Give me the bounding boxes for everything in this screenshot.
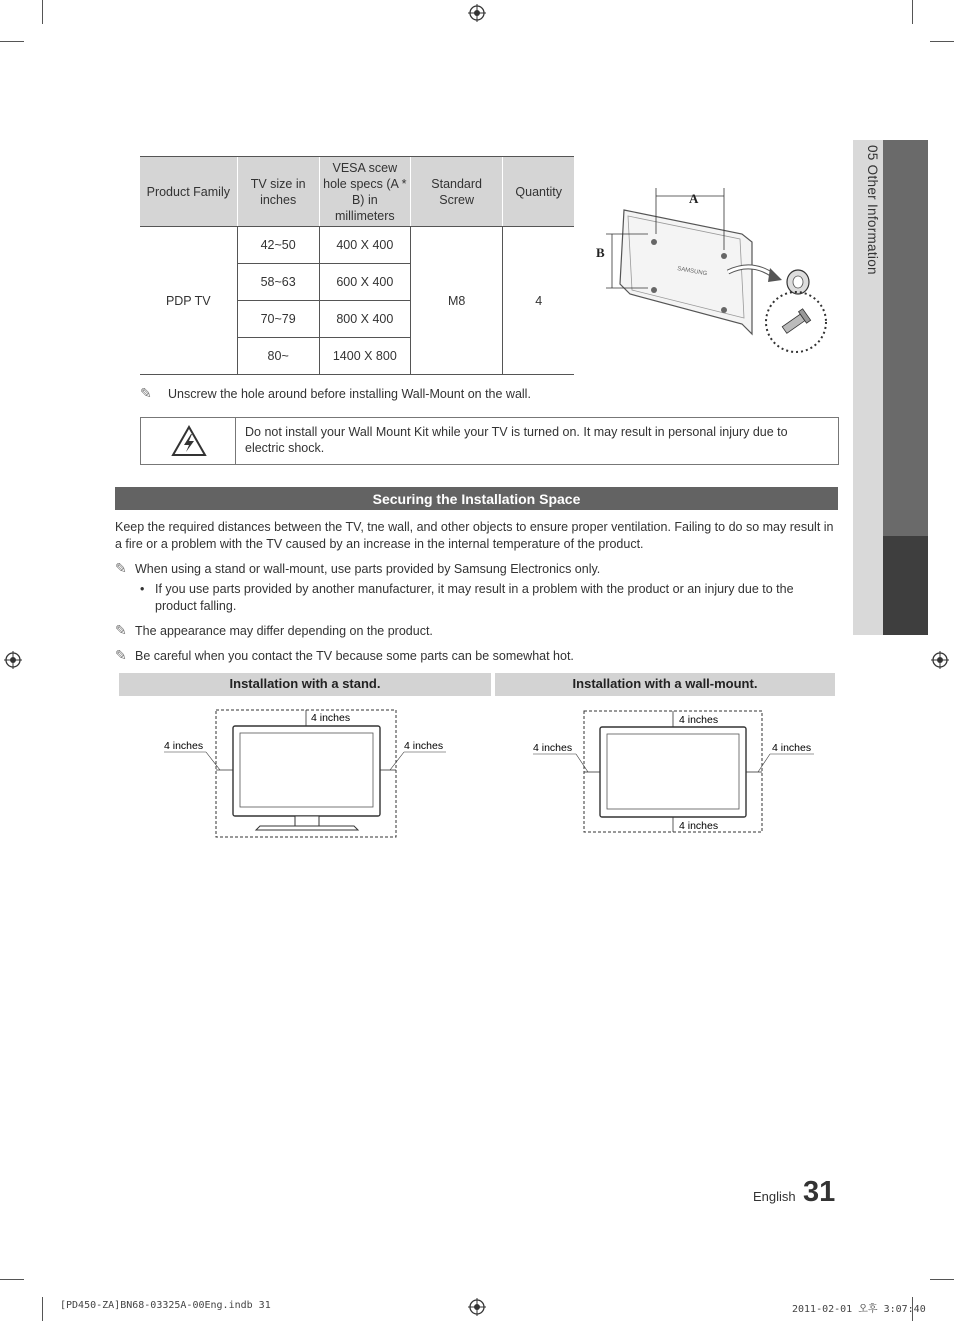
registration-mark-icon [468, 4, 486, 22]
table-row [140, 227, 574, 264]
column-header: Quantity [503, 157, 574, 227]
bullet-icon: • [140, 582, 145, 596]
note-text: Unscrew the hole around before installing Wall-Mount on the wall. [168, 387, 531, 401]
size-cell: 80~ [237, 338, 319, 375]
crop-mark [42, 0, 43, 24]
crop-mark [930, 41, 954, 42]
note-text: Be careful when you contact the TV because some parts can be somewhat hot. [135, 649, 574, 663]
tv-brand-label: SAMSUNG [676, 266, 708, 278]
note-appearance [115, 622, 835, 640]
dimension-label-a: A [689, 191, 699, 206]
footer-language: English [753, 1189, 796, 1204]
vesa-cell: 400 X 400 [319, 227, 410, 264]
note-text: The appearance may differ depending on the product. [135, 624, 433, 638]
screw-cell: M8 [410, 227, 502, 375]
warning-text: Do not install your Wall Mount Kit while your TV is turned on. It may result in personal injury due to electric shock. [245, 425, 788, 455]
electric-shock-warning-icon [171, 425, 207, 457]
warning-icon-cell [141, 418, 236, 464]
dimension-label-b: B [596, 245, 605, 260]
size-cell: 42~50 [237, 227, 319, 264]
stand-install-heading: Installation with a stand. [119, 673, 491, 696]
crop-mark [912, 0, 913, 24]
warning-box [140, 417, 839, 465]
crop-mark [42, 1297, 43, 1321]
pencil-note-icon: ✎ [115, 560, 127, 576]
crop-mark [0, 41, 24, 42]
column-header: VESA scew hole specs (A * B) in millimeters [319, 157, 410, 227]
side-tab-band-active [883, 536, 928, 635]
registration-mark-icon [931, 651, 949, 669]
note-unscrew [140, 385, 531, 402]
bottom-clearance-label: 4 inches [679, 820, 719, 832]
note-hot [115, 647, 835, 665]
vesa-spec-table [140, 156, 574, 375]
bullet-text: If you use parts provided by another manufacturer, it may result in a problem with the product or an injury due to the product falling. [155, 582, 794, 613]
screw-hole-icon [651, 287, 657, 293]
vesa-cell: 800 X 400 [319, 301, 410, 338]
intro-paragraph: Keep the required distances between the TV, tne wall, and other objects to ensure proper ventilation. Failing to do so may result in a fire or a problem with the TV caused by an increase in the internal temperature of the product. [115, 520, 834, 551]
section-title: Securing the Installation Space [115, 487, 838, 510]
column-header: Standard Screw [410, 157, 502, 227]
note-text: When using a stand or wall-mount, use parts provided by Samsung Electronics only. [135, 562, 601, 576]
pencil-note-icon: ✎ [140, 385, 152, 401]
vesa-cell: 1400 X 800 [319, 338, 410, 375]
side-tab-band [883, 140, 928, 536]
table-header-row [140, 157, 574, 227]
quantity-cell: 4 [503, 227, 574, 375]
wall-install-heading: Installation with a wall-mount. [495, 673, 835, 696]
pencil-note-icon: ✎ [115, 622, 127, 638]
registration-mark-icon [4, 651, 22, 669]
print-timestamp: 2011-02-01 오후 3:07:40 [792, 1304, 926, 1315]
print-file-info: [PD450-ZA]BN68-03325A-00Eng.indb 31 [60, 1300, 271, 1311]
side-tab-label: 05 Other Information [865, 145, 880, 275]
size-cell: 70~79 [237, 301, 319, 338]
registration-mark-icon [468, 1298, 486, 1316]
page-number: 31 [803, 1176, 836, 1208]
tv-stand-icon [256, 826, 358, 830]
screw-hole-icon [721, 253, 727, 259]
column-header: Product Family [140, 157, 237, 227]
stand-clearance-diagram [160, 704, 460, 838]
screw-hole-icon [721, 307, 727, 313]
left-clearance-label: 4 inches [164, 740, 204, 752]
screw-hole-icon [651, 239, 657, 245]
top-clearance-label: 4 inches [311, 712, 351, 724]
left-clearance-label: 4 inches [533, 742, 573, 754]
pencil-note-icon: ✎ [115, 647, 127, 663]
crop-mark [930, 1279, 954, 1280]
right-clearance-label: 4 inches [772, 742, 812, 754]
arrow-icon [768, 268, 782, 282]
right-clearance-label: 4 inches [404, 740, 444, 752]
tv-back-illustration [592, 184, 832, 354]
top-clearance-label: 4 inches [679, 714, 719, 726]
note-parts [115, 560, 835, 578]
crop-mark [0, 1279, 24, 1280]
screw-icon [781, 309, 811, 336]
product-family-cell: PDP TV [140, 227, 237, 375]
column-header: TV size in inches [237, 157, 319, 227]
wall-mount-clearance-diagram [530, 704, 830, 838]
size-cell: 58~63 [237, 264, 319, 301]
vesa-cell: 600 X 400 [319, 264, 410, 301]
